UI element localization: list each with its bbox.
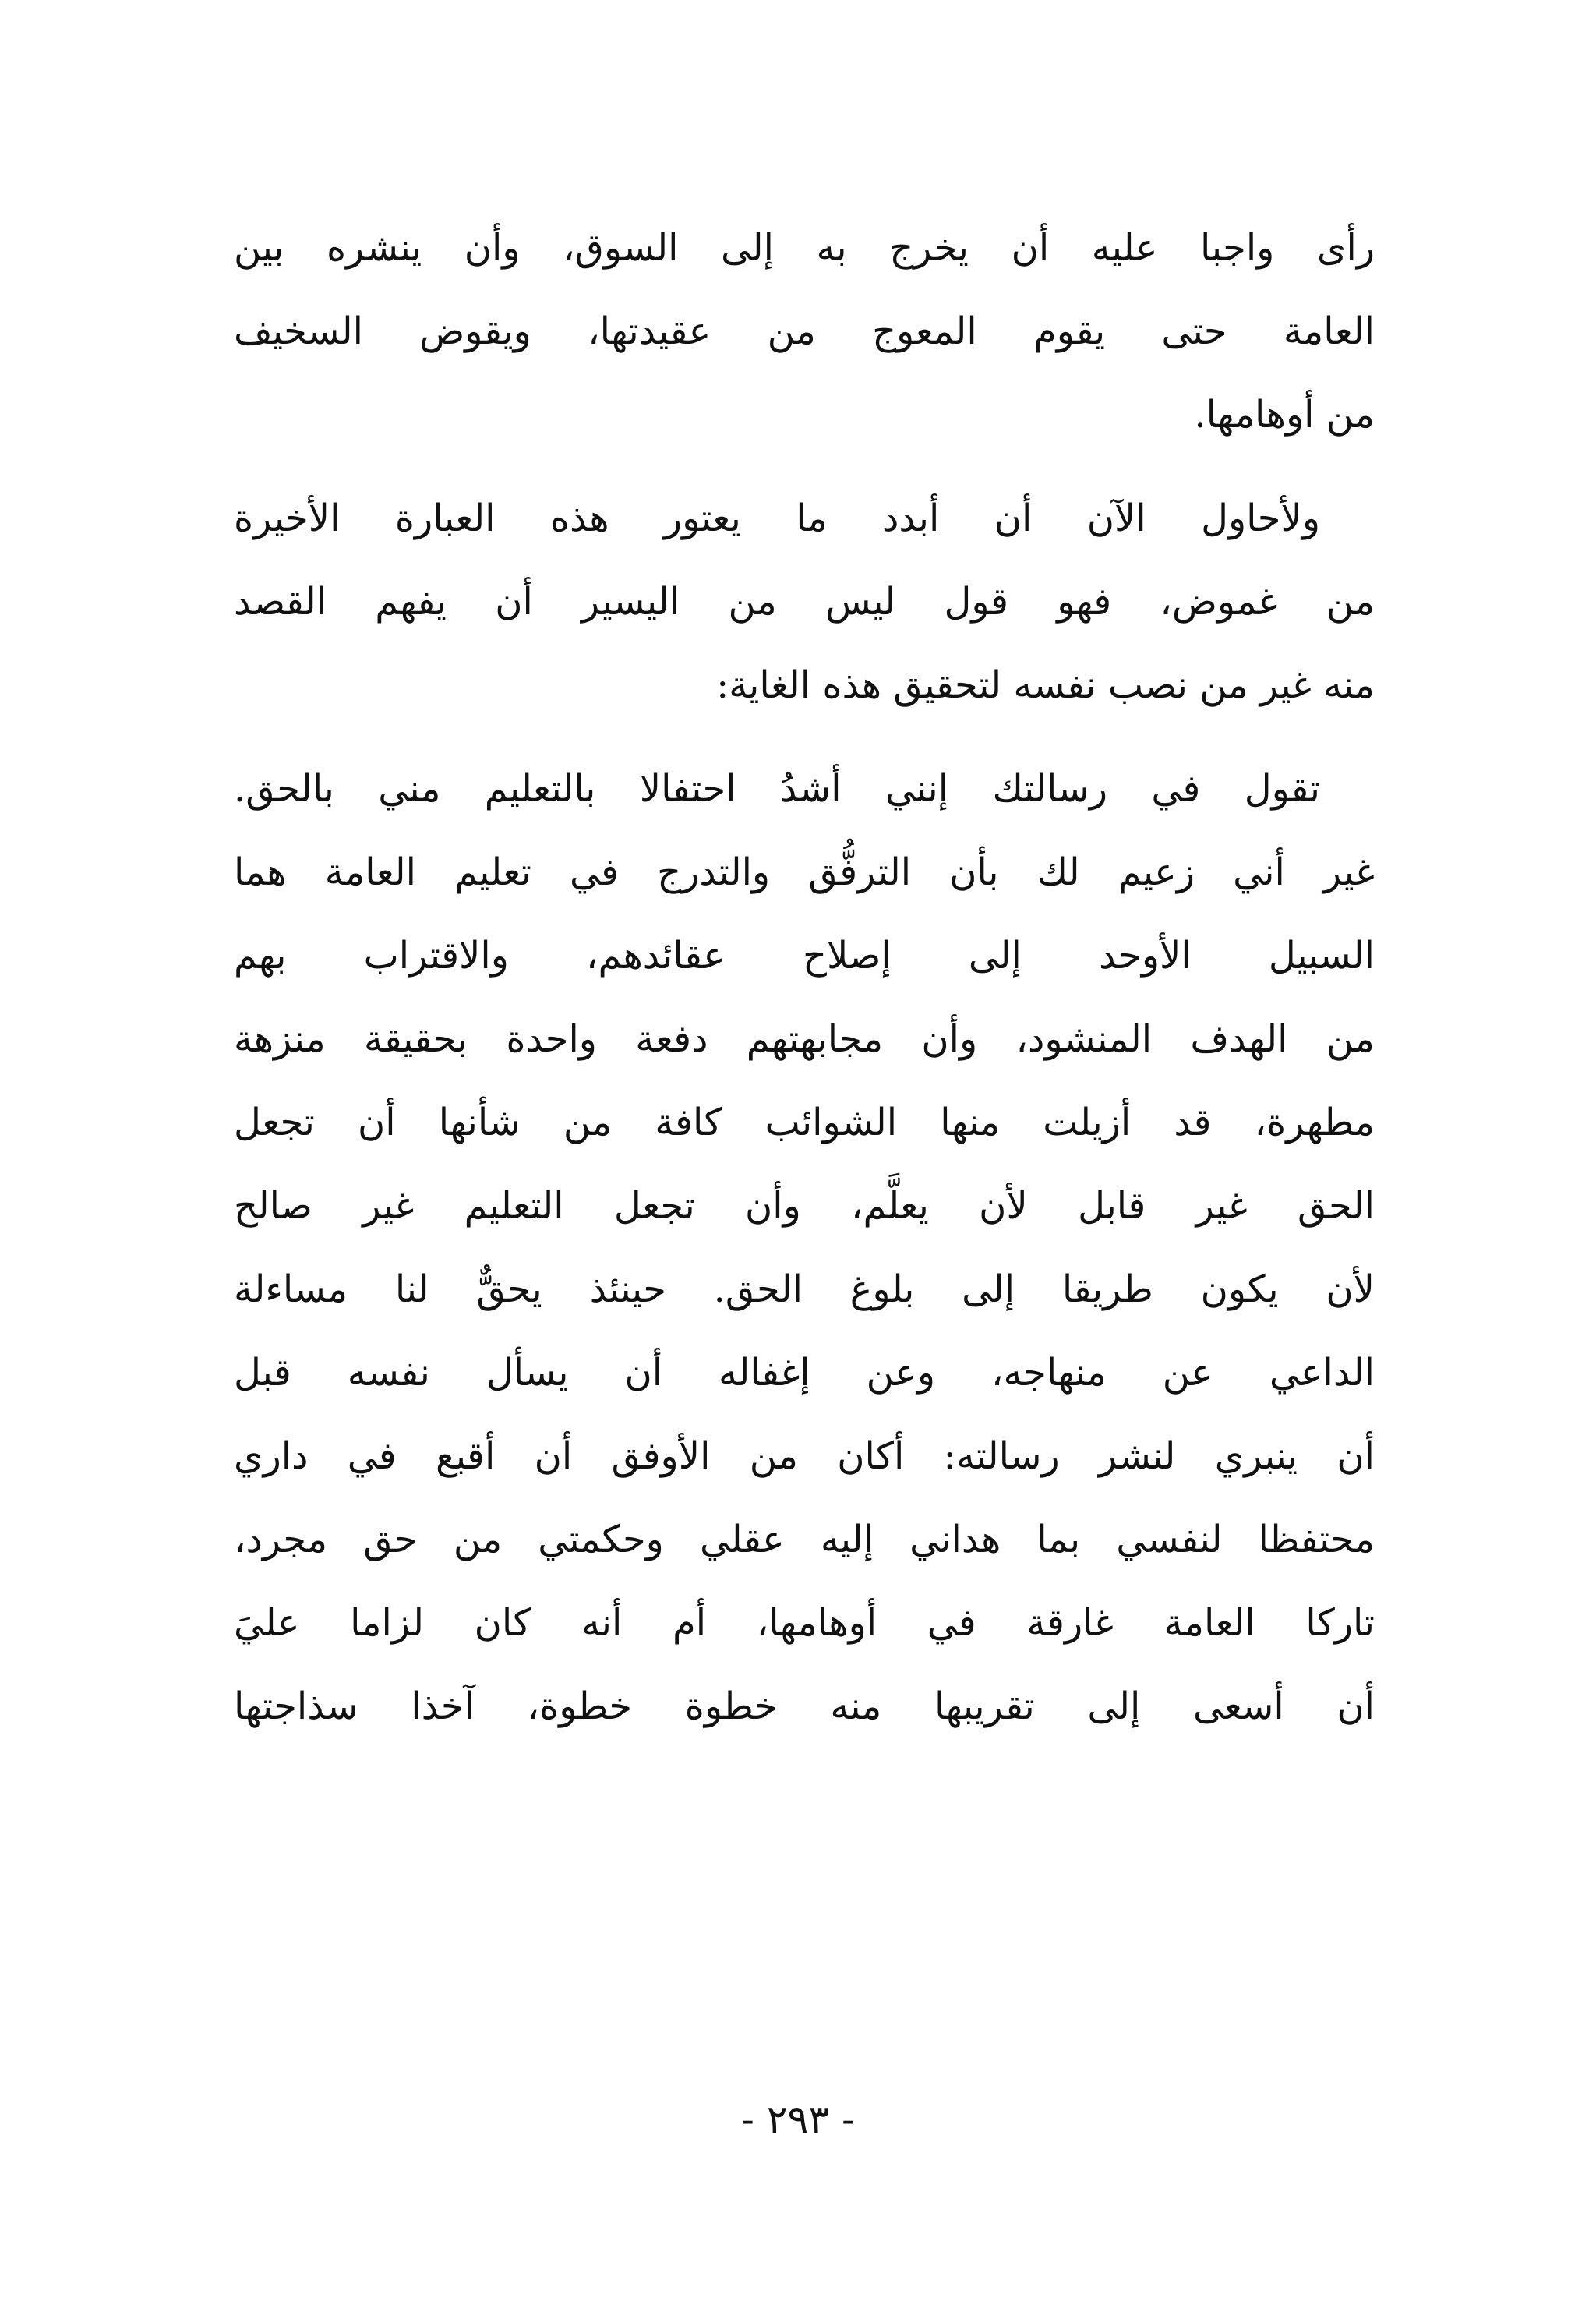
text-line: تاركا العامة غارقة في أوهامها، أم أنه كان لزاما عليَ [234, 1601, 1375, 1645]
text-line: من أوهامها. [1194, 393, 1375, 437]
text-line: من الهدف المنشود، وأن مجابهتهم دفعة واحدة بحقيقة منزهة [234, 1017, 1375, 1061]
text-line: من غموض، فهو قول ليس من اليسير أن يفهم القصد [234, 580, 1375, 624]
paragraph-2 [234, 477, 1375, 727]
text-line: أن أسعى إلى تقريبها منه خطوة خطوة، آخذا سذاجتها [234, 1685, 1375, 1728]
body-text [234, 207, 1375, 1769]
text-line: الداعي عن منهاجه، وعن إغفاله أن يسأل نفسه قبل [234, 1351, 1375, 1395]
text-line: منه غير من نصب نفسه لتحقيق هذه الغاية: [716, 663, 1375, 707]
text-line: محتفظا لنفسي بما هداني إليه عقلي وحكمتي من حق مجرد، [234, 1518, 1375, 1561]
text-line: العامة حتى يقوم المعوج من عقيدتها، ويقوض السخيف [234, 309, 1375, 353]
text-line: مطهرة، قد أزيلت منها الشوائب كافة من شأنها أن تجعل [234, 1101, 1375, 1144]
text-line: ولأحاول الآن أن أبدد ما يعتور هذه العبارة الأخيرة [234, 497, 1320, 540]
text-line: أن ينبري لنشر رسالته: أكان من الأوفق أن أقبع في داري [234, 1434, 1375, 1478]
text-line: الحق غير قابل لأن يعلَّم، وأن تجعل التعليم غير صالح [234, 1184, 1375, 1228]
paragraph-1 [234, 207, 1375, 457]
text-line: لأن يكون طريقا إلى بلوغ الحق. حينئذ يحقٌّ لنا مساءلة [234, 1267, 1375, 1311]
page-number: - ٢٩٣ - [740, 2097, 856, 2142]
text-line: تقول في رسالتك إنني أشدُ احتفالا بالتعليم مني بالحق. [234, 767, 1320, 811]
text-line: السبيل الأوحد إلى إصلاح عقائدهم، والاقتراب بهم [234, 934, 1375, 978]
paragraph-3 [234, 748, 1375, 1748]
text-line: غير أني زعيم لك بأن الترفُّق والتدرج في تعليم العامة هما [234, 850, 1375, 894]
text-line: رأى واجبا عليه أن يخرج به إلى السوق، وأن ينشره بين [234, 226, 1375, 270]
